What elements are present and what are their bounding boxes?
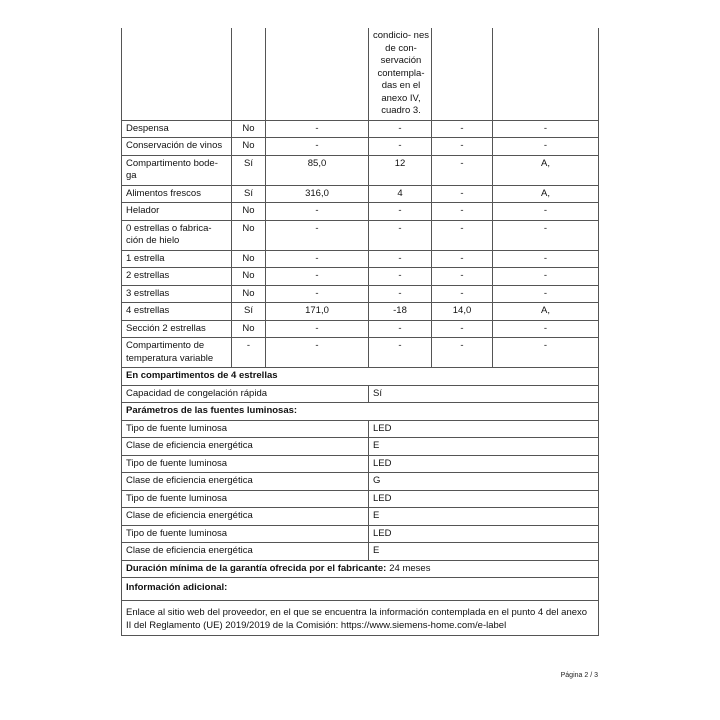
compartment-row: [122, 268, 599, 286]
compartment-name: Helador: [122, 203, 232, 221]
compartment-temperature: -: [369, 250, 432, 268]
compartment-row: [122, 155, 599, 185]
spec-value: E: [369, 438, 599, 456]
spec-label: Clase de eficiencia energética: [122, 508, 369, 526]
spec-value: E: [369, 508, 599, 526]
compartment-present: Sí: [232, 185, 266, 203]
compartment-climate-class: A,: [493, 155, 599, 185]
compartment-present: No: [232, 203, 266, 221]
compartment-temperature: -: [369, 120, 432, 138]
spec-label: Tipo de fuente luminosa: [122, 490, 369, 508]
compartment-table-body: [122, 28, 599, 635]
compartment-name: Conservación de vinos: [122, 138, 232, 156]
compartment-name: Compartimento de temperatura variable: [122, 338, 232, 368]
light-source-row: [122, 473, 599, 491]
compartment-name: 1 estrella: [122, 250, 232, 268]
compartment-temperature: -: [369, 220, 432, 250]
compartment-present: Sí: [232, 155, 266, 185]
spec-value: LED: [369, 525, 599, 543]
spec-label: Tipo de fuente luminosa: [122, 525, 369, 543]
section-heading-row: [122, 578, 599, 601]
compartment-present: No: [232, 285, 266, 303]
info-row: [122, 600, 599, 635]
compartment-table: [121, 28, 599, 636]
compartment-name: 4 estrellas: [122, 303, 232, 321]
continuation-text: condicio- nes de con- servación contempla- das en el anexo IV, cuadro 3.: [373, 30, 429, 116]
compartment-row: [122, 220, 599, 250]
light-source-row: [122, 525, 599, 543]
compartment-present: No: [232, 120, 266, 138]
spec-label: Clase de eficiencia energética: [122, 543, 369, 561]
spec-label: Clase de eficiencia energética: [122, 438, 369, 456]
section-heading-row: [122, 368, 599, 386]
compartment-freezing-capacity: -: [432, 220, 493, 250]
compartment-present: Sí: [232, 303, 266, 321]
compartment-climate-class: -: [493, 285, 599, 303]
compartment-freezing-capacity: -: [432, 250, 493, 268]
compartment-name: Sección 2 estrellas: [122, 320, 232, 338]
light-source-row: [122, 455, 599, 473]
compartment-freezing-capacity: -: [432, 138, 493, 156]
compartment-name: Compartimento bode-ga: [122, 155, 232, 185]
product-info-sheet: [121, 28, 598, 636]
compartment-climate-class: -: [493, 120, 599, 138]
compartment-row: [122, 338, 599, 368]
compartment-present: No: [232, 138, 266, 156]
compartment-freezing-capacity: -: [432, 203, 493, 221]
spec-label: Capacidad de congelación rápida: [122, 385, 369, 403]
compartment-row: [122, 185, 599, 203]
continuation-row: [122, 28, 599, 120]
spec-value: LED: [369, 490, 599, 508]
compartment-freezing-capacity: -: [432, 120, 493, 138]
compartment-freezing-capacity: 14,0: [432, 303, 493, 321]
compartment-row: [122, 203, 599, 221]
compartment-freezing-capacity: -: [432, 268, 493, 286]
compartment-name: 3 estrellas: [122, 285, 232, 303]
four-star-heading: En compartimentos de 4 estrellas: [122, 368, 599, 386]
warranty-row: [122, 560, 599, 578]
compartment-volume: -: [266, 203, 369, 221]
compartment-climate-class: A,: [493, 303, 599, 321]
compartment-climate-class: -: [493, 220, 599, 250]
compartment-temperature: -: [369, 268, 432, 286]
compartment-volume: -: [266, 338, 369, 368]
page-number: Página 2 / 3: [560, 672, 598, 679]
section-heading-row: [122, 403, 599, 421]
compartment-volume: -: [266, 120, 369, 138]
compartment-name: 2 estrellas: [122, 268, 232, 286]
compartment-present: No: [232, 220, 266, 250]
compartment-present: No: [232, 320, 266, 338]
compartment-name: 0 estrellas o fabrica-ción de hielo: [122, 220, 232, 250]
compartment-row: [122, 303, 599, 321]
warranty-label: Duración mínima de la garantía ofrecida por el fabricante:: [126, 562, 387, 574]
compartment-name: Despensa: [122, 120, 232, 138]
spec-label: Clase de eficiencia energética: [122, 473, 369, 491]
light-source-row: [122, 420, 599, 438]
additional-info-text: Enlace al sitio web del proveedor, en el que se encuentra la información contemplada en el punto 4 del anexo II del Reglamento (UE) 2019/2019 de la Comisión: https://www.siemens-home.com/e-label: [122, 600, 599, 635]
compartment-climate-class: -: [493, 250, 599, 268]
spec-value: G: [369, 473, 599, 491]
compartment-present: -: [232, 338, 266, 368]
compartment-temperature: -: [369, 285, 432, 303]
spec-label: Tipo de fuente luminosa: [122, 420, 369, 438]
spec-row: [122, 385, 599, 403]
compartment-climate-class: -: [493, 203, 599, 221]
light-source-heading: Parámetros de las fuentes luminosas:: [122, 403, 599, 421]
compartment-name: Alimentos frescos: [122, 185, 232, 203]
compartment-freezing-capacity: -: [432, 320, 493, 338]
compartment-volume: -: [266, 285, 369, 303]
spec-value: E: [369, 543, 599, 561]
compartment-volume: -: [266, 138, 369, 156]
spec-label: Tipo de fuente luminosa: [122, 455, 369, 473]
spec-value: LED: [369, 455, 599, 473]
compartment-volume: -: [266, 250, 369, 268]
compartment-row: [122, 285, 599, 303]
compartment-climate-class: -: [493, 320, 599, 338]
compartment-row: [122, 138, 599, 156]
compartment-present: No: [232, 268, 266, 286]
compartment-freezing-capacity: -: [432, 338, 493, 368]
light-source-row: [122, 543, 599, 561]
light-source-row: [122, 438, 599, 456]
additional-info-heading: Información adicional:: [122, 578, 599, 601]
compartment-temperature: -18: [369, 303, 432, 321]
compartment-row: [122, 320, 599, 338]
compartment-present: No: [232, 250, 266, 268]
compartment-temperature: 12: [369, 155, 432, 185]
warranty-value: 24 meses: [389, 562, 431, 574]
compartment-temperature: -: [369, 338, 432, 368]
light-source-row: [122, 490, 599, 508]
compartment-volume: -: [266, 220, 369, 250]
compartment-freezing-capacity: -: [432, 285, 493, 303]
compartment-climate-class: -: [493, 138, 599, 156]
compartment-volume: 316,0: [266, 185, 369, 203]
compartment-temperature: -: [369, 138, 432, 156]
compartment-freezing-capacity: -: [432, 155, 493, 185]
compartment-temperature: -: [369, 203, 432, 221]
spec-value: LED: [369, 420, 599, 438]
compartment-row: [122, 250, 599, 268]
light-source-row: [122, 508, 599, 526]
compartment-freezing-capacity: -: [432, 185, 493, 203]
compartment-climate-class: A,: [493, 185, 599, 203]
compartment-volume: 171,0: [266, 303, 369, 321]
compartment-temperature: -: [369, 320, 432, 338]
compartment-row: [122, 120, 599, 138]
compartment-temperature: 4: [369, 185, 432, 203]
compartment-volume: 85,0: [266, 155, 369, 185]
spec-value: Sí: [369, 385, 599, 403]
compartment-climate-class: -: [493, 338, 599, 368]
compartment-climate-class: -: [493, 268, 599, 286]
compartment-volume: -: [266, 268, 369, 286]
compartment-volume: -: [266, 320, 369, 338]
warranty-cell: [122, 560, 599, 578]
